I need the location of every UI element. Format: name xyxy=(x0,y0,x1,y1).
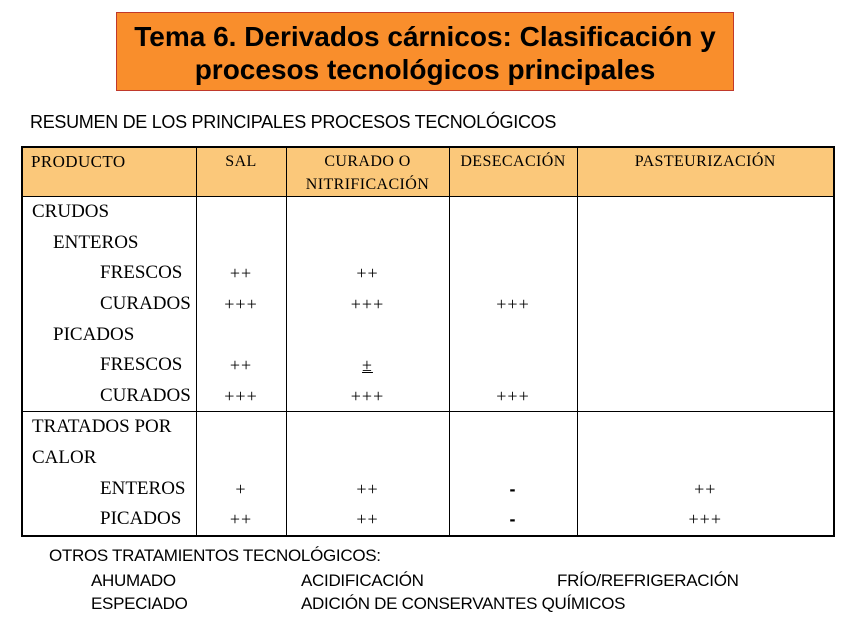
cell-sal xyxy=(196,228,286,259)
plus-minus-value: ± xyxy=(362,355,373,376)
row-product: ENTEROS xyxy=(22,473,196,504)
cell-desecacion: - xyxy=(449,473,577,504)
cell-curado xyxy=(286,443,449,474)
other-treatments-heading: OTROS TRATAMIENTOS TECNOLÓGICOS: xyxy=(49,546,381,565)
cell-pasteurizacion xyxy=(577,197,834,228)
table-row xyxy=(22,412,834,443)
cell-pasteurizacion xyxy=(577,228,834,259)
table-row xyxy=(22,443,834,474)
cell-desecacion: - xyxy=(449,504,577,536)
cell-curado: ++ xyxy=(286,258,449,289)
section-subtitle: RESUMEN DE LOS PRINCIPALES PROCESOS TECNOLÓGICOS xyxy=(30,112,557,132)
cell-pasteurizacion: +++ xyxy=(577,504,834,536)
cell-desecacion xyxy=(449,319,577,350)
cell-desecacion xyxy=(449,443,577,474)
row-product: CURADOS xyxy=(22,381,196,412)
other-treatment-item: ADICIÓN DE CONSERVANTES QUÍMICOS xyxy=(301,594,626,613)
table-row xyxy=(22,473,834,504)
cell-curado xyxy=(286,197,449,228)
header-pasteurizacion: PASTEURIZACIÓN xyxy=(577,147,834,197)
cell-sal: + xyxy=(196,473,286,504)
row-product: PICADOS xyxy=(22,504,196,536)
table-row xyxy=(22,350,834,381)
cell-sal: ++ xyxy=(196,258,286,289)
cell-sal: +++ xyxy=(196,289,286,320)
table-header-row xyxy=(22,147,834,197)
table-row xyxy=(22,289,834,320)
row-product: FRESCOS xyxy=(22,350,196,381)
cell-desecacion xyxy=(449,228,577,259)
cell-pasteurizacion xyxy=(577,319,834,350)
title-line-2: procesos tecnológicos principales xyxy=(194,54,656,85)
header-curado-line2: NITRIFICACIÓN xyxy=(305,176,430,193)
cell-desecacion xyxy=(449,412,577,443)
other-treatment-item: ACIDIFICACIÓN xyxy=(301,571,424,590)
cell-desecacion: +++ xyxy=(449,289,577,320)
table-row xyxy=(22,504,834,536)
cell-sal xyxy=(196,412,286,443)
cell-pasteurizacion xyxy=(577,412,834,443)
row-product: PICADOS xyxy=(22,319,196,350)
table-row xyxy=(22,228,834,259)
row-product: FRESCOS xyxy=(22,258,196,289)
other-treatment-item: FRÍO/REFRIGERACIÓN xyxy=(557,571,739,590)
row-product: CALOR xyxy=(22,443,196,474)
header-curado xyxy=(286,147,449,197)
processes-table xyxy=(21,146,835,537)
cell-curado: +++ xyxy=(286,381,449,412)
row-product: ENTEROS xyxy=(22,228,196,259)
cell-curado xyxy=(286,412,449,443)
cell-pasteurizacion xyxy=(577,289,834,320)
table-row xyxy=(22,381,834,412)
table-row xyxy=(22,258,834,289)
cell-sal: +++ xyxy=(196,381,286,412)
cell-curado xyxy=(286,350,449,381)
cell-desecacion xyxy=(449,350,577,381)
slide-title xyxy=(116,12,734,91)
cell-sal xyxy=(196,443,286,474)
header-sal: SAL xyxy=(196,147,286,197)
cell-sal xyxy=(196,197,286,228)
cell-pasteurizacion xyxy=(577,381,834,412)
cell-curado: +++ xyxy=(286,289,449,320)
cell-desecacion xyxy=(449,258,577,289)
row-product: TRATADOS POR xyxy=(22,412,196,443)
header-desecacion: DESECACIÓN xyxy=(449,147,577,197)
cell-desecacion: +++ xyxy=(449,381,577,412)
other-treatment-item: AHUMADO xyxy=(91,571,176,590)
cell-curado xyxy=(286,319,449,350)
other-treatment-item: ESPECIADO xyxy=(91,594,188,613)
cell-pasteurizacion xyxy=(577,350,834,381)
cell-curado: ++ xyxy=(286,473,449,504)
cell-sal: ++ xyxy=(196,504,286,536)
cell-sal xyxy=(196,319,286,350)
row-product: CRUDOS xyxy=(22,197,196,228)
title-line-1: Tema 6. Derivados cárnicos: Clasificación y xyxy=(134,21,716,52)
table-row xyxy=(22,197,834,228)
header-curado-line1: CURADO O xyxy=(324,153,411,170)
cell-curado xyxy=(286,228,449,259)
cell-desecacion xyxy=(449,197,577,228)
cell-curado: ++ xyxy=(286,504,449,536)
header-producto: PRODUCTO xyxy=(22,147,196,197)
cell-pasteurizacion xyxy=(577,443,834,474)
cell-pasteurizacion xyxy=(577,258,834,289)
table-row xyxy=(22,319,834,350)
cell-pasteurizacion: ++ xyxy=(577,473,834,504)
row-product: CURADOS xyxy=(22,289,196,320)
cell-sal: ++ xyxy=(196,350,286,381)
